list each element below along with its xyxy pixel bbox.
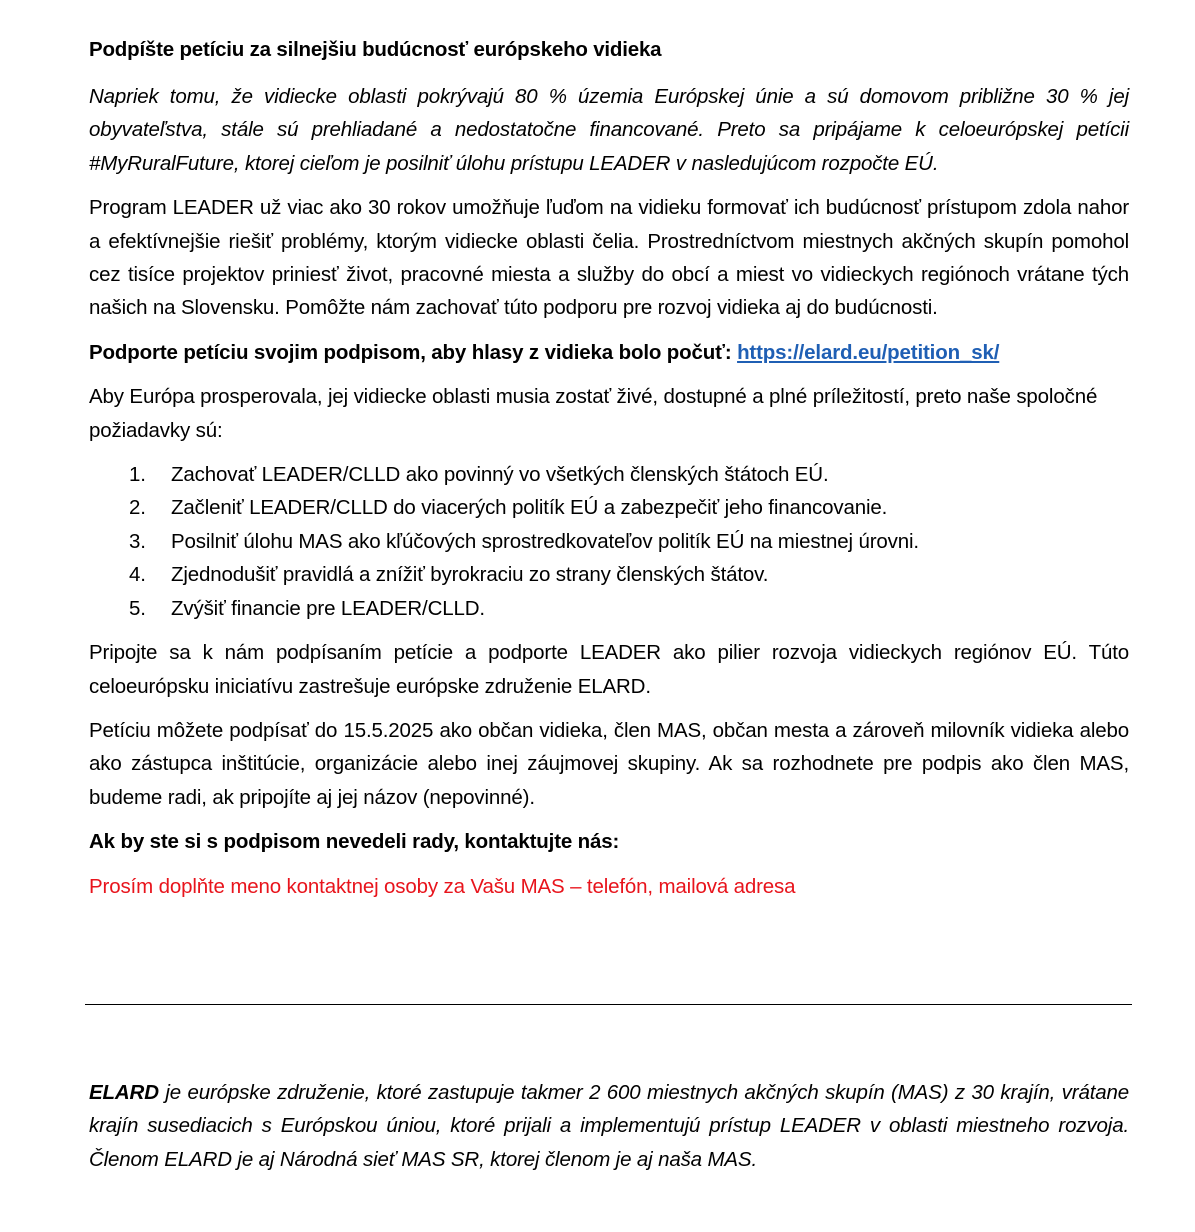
elard-paragraph <box>89 1076 1129 1176</box>
list-text: Začleniť LEADER/CLLD do viacerých politík EÚ a zabezpečiť jeho financovanie. <box>171 496 888 520</box>
list-number: 2. <box>129 496 146 520</box>
page-title: Podpíšte petíciu za silnejšiu budúcnosť európskeho vidieka <box>89 38 662 61</box>
footer <box>89 1076 1129 1187</box>
petition-link[interactable]: https://elard.eu/petition_sk/ <box>737 340 1000 364</box>
support-paragraph <box>89 336 1129 369</box>
contact-heading: Ak by ste si s podpisom nevedeli rady, kontaktujte nás: <box>89 830 620 854</box>
list-item <box>89 491 1129 524</box>
document-body <box>89 36 1129 914</box>
contact-placeholder: Prosím doplňte meno kontaktnej osoby za Vašu MAS – telefón, mailová adresa <box>89 874 796 898</box>
horizontal-divider <box>85 1004 1132 1005</box>
program-paragraph: Program LEADER už viac ako 30 rokov umožňuje ľuďom na vidieku formovať ich budúcnosť prístupom zdola nahor a efektívnejšie riešiť problémy, ktorým vidiecke oblasti čelia. Prostredníctvom miestnych akčných skupín pomohol cez tisíce projektov priniesť život, pracovné miesta a služby do obcí a miest vo vidieckych regiónoch vrátane tých našich na Slovensku. Pomôžte nám zachovať túto podporu pre rozvoj vidieka aj do budúcnosti. <box>89 196 1129 320</box>
list-number: 3. <box>129 529 146 553</box>
list-item <box>89 525 1129 558</box>
support-text: Podporte petíciu svojim podpisom, aby hlasy z vidieka bolo počuť: <box>89 340 738 364</box>
list-text: Zachovať LEADER/CLLD ako povinný vo všetkých členských štátoch EÚ. <box>171 463 829 487</box>
list-number: 1. <box>129 463 146 487</box>
list-text: Zjednodušiť pravidlá a znížiť byrokraciu zo strany členských štátov. <box>171 563 769 587</box>
list-text: Posilniť úlohu MAS ako kľúčových sprostredkovateľov politík EÚ na miestnej úrovni. <box>171 529 919 553</box>
requirements-intro: Aby Európa prosperovala, jej vidiecke oblasti musia zostať živé, dostupné a plné príležitostí, preto naše spoločné požiadavky sú: <box>89 385 1098 442</box>
sign-paragraph: Petíciu môžete podpísať do 15.5.2025 ako občan vidieka, člen MAS, občan mesta a zároveň milovník vidieka alebo ako zástupca inštitúcie, organizácie alebo inej záujmovej skupiny. Ak sa rozhodnete pre podpis ako člen MAS, budeme radi, ak pripojíte aj jej názov (nepovinné). <box>89 718 1129 809</box>
list-item <box>89 558 1129 591</box>
list-number: 5. <box>129 596 146 620</box>
list-number: 4. <box>129 563 146 587</box>
org-name: ELARD <box>89 1081 159 1104</box>
list-text: Zvýšiť financie pre LEADER/CLLD. <box>171 596 485 620</box>
intro-paragraph: Napriek tomu, že vidiecke oblasti pokrývajú 80 % územia Európskej únie a sú domovom približne 30 % jej obyvateľstva, stále sú prehliadané a nedostatočne financované. Preto sa pripájame k celoeurópskej petícii #MyRuralFuture, ktorej cieľom je posilniť úlohu prístupu LEADER v nasledujúcom rozpočte EÚ. <box>89 85 1129 175</box>
join-paragraph: Pripojte sa k nám podpísaním petície a podporte LEADER ako pilier rozvoja vidieckych regiónov EÚ. Túto celoeurópsku iniciatívu zastrešuje európske združenie ELARD. <box>89 641 1129 698</box>
list-item <box>89 458 1129 491</box>
list-item <box>89 592 1129 625</box>
requirements-list <box>89 458 1129 625</box>
org-description: je európske združenie, ktoré zastupuje takmer 2 600 miestnych akčných skupín (MAS) z 30 krajín, vrátane krajín susediacich s Európskou úniou, ktoré prijali a implementujú prístup LEADER v oblasti miestneho rozvoja. Členom ELARD je aj Národná sieť MAS SR, ktorej členom je aj naša MAS. <box>89 1081 1129 1171</box>
